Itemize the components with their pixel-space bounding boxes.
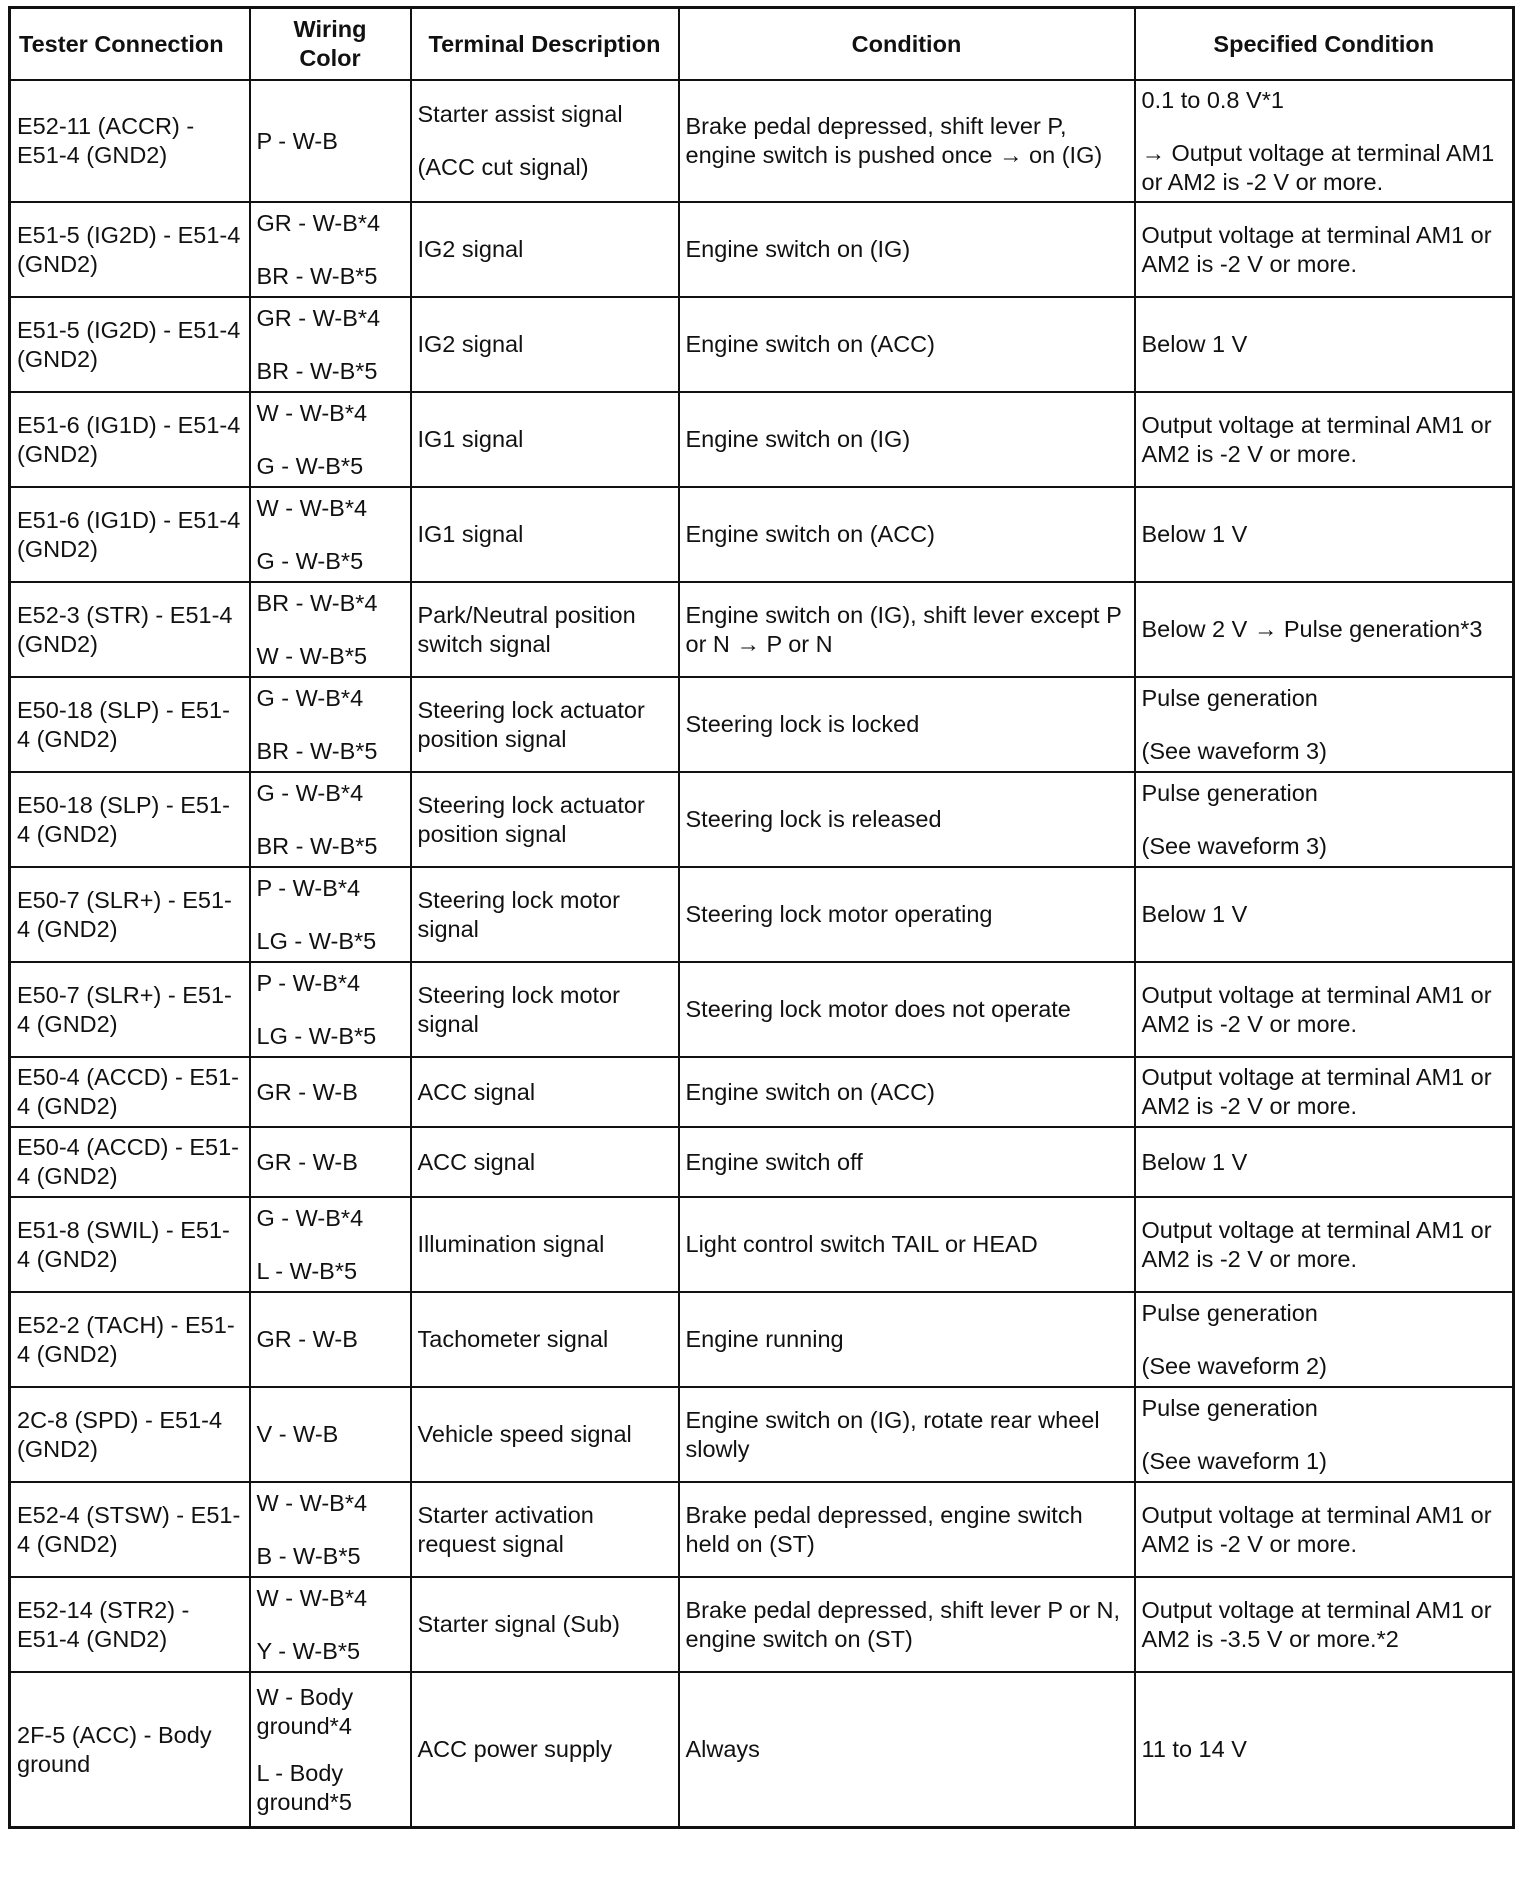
condition-cell: Engine switch on (IG) — [679, 392, 1135, 487]
wiring-color-line: LG - W-B*5 — [256, 927, 377, 954]
header-wiring-color — [250, 8, 411, 81]
wiring-color-line: GR - W-B*4 — [256, 304, 381, 331]
specified-condition-line: Below 1 V — [1141, 331, 1248, 357]
wiring-color-cell — [250, 487, 411, 582]
terminal-description-cell — [411, 962, 679, 1057]
table-row — [10, 1672, 1514, 1828]
condition-cell: Always — [679, 1672, 1135, 1828]
condition-cell: Steering lock is released — [679, 772, 1135, 867]
wiring-color-line: G - W-B*5 — [256, 547, 364, 574]
condition-cell: Engine switch on (IG) — [679, 202, 1135, 297]
specified-condition-line: Pulse generation — [1141, 1299, 1318, 1326]
condition-cell: Steering lock motor operating — [679, 867, 1135, 962]
tester-connection-cell: E50-7 (SLR+) - E51-4 (GND2) — [10, 962, 250, 1057]
table-row — [10, 772, 1514, 867]
wiring-color-line: W - W-B*4 — [256, 494, 368, 521]
line-gap — [257, 618, 404, 642]
wiring-color-cell — [250, 962, 411, 1057]
terminal-description-cell — [411, 867, 679, 962]
table-row — [10, 1577, 1514, 1672]
header-terminal-description: Terminal Description — [411, 8, 679, 81]
wiring-color-line: GR - W-B*4 — [256, 209, 381, 236]
wiring-color-line: BR - W-B*5 — [256, 262, 378, 289]
wiring-color-line: BR - W-B*5 — [256, 832, 378, 859]
wiring-color-line: BR - W-B*5 — [256, 737, 378, 764]
table-row — [10, 392, 1514, 487]
wiring-color-cell — [250, 297, 411, 392]
specified-condition-line: (See waveform 1) — [1141, 1447, 1327, 1474]
terminal-description-line: Illumination signal — [417, 1231, 605, 1257]
specified-condition-line: Output voltage at terminal AM1 or AM2 is -3.5 V or more.*2 — [1141, 1596, 1492, 1652]
wiring-color-line: BR - W-B*4 — [256, 589, 378, 616]
tester-connection-cell: E52-11 (ACCR) - E51-4 (GND2) — [10, 80, 250, 202]
wiring-color-line: W - W-B*4 — [256, 1489, 368, 1516]
line-gap — [1142, 1328, 1507, 1352]
header-row — [10, 8, 1514, 81]
terminal-description-line: (ACC cut signal) — [417, 154, 589, 180]
table-row — [10, 1197, 1514, 1292]
wiring-color-line: LG - W-B*5 — [256, 1022, 377, 1049]
specified-condition-cell — [1135, 392, 1514, 487]
terminal-description-cell — [411, 487, 679, 582]
table-row — [10, 1057, 1514, 1127]
wiring-color-cell — [250, 1387, 411, 1482]
wiring-color-line: W - W-B*4 — [256, 1584, 368, 1611]
specified-condition-line: Below 1 V — [1141, 901, 1248, 927]
terminal-description-line: IG1 signal — [417, 521, 524, 547]
tester-connection-cell: E50-4 (ACCD) - E51-4 (GND2) — [10, 1057, 250, 1127]
specified-condition-cell — [1135, 1387, 1514, 1482]
terminal-description-line: IG2 signal — [417, 331, 524, 357]
header-tester-connection: Tester Connection — [10, 8, 250, 81]
wiring-color-line: B - W-B*5 — [256, 1542, 361, 1569]
table-row — [10, 867, 1514, 962]
tester-connection-cell: E52-2 (TACH) - E51-4 (GND2) — [10, 1292, 250, 1387]
terminal-description-cell — [411, 202, 679, 297]
line-gap — [1142, 1423, 1507, 1447]
line-gap — [257, 238, 404, 262]
specified-condition-cell — [1135, 1482, 1514, 1577]
line-gap — [257, 998, 404, 1022]
wiring-color-line: L - W-B*5 — [256, 1257, 358, 1284]
wiring-color-cell — [250, 867, 411, 962]
terminal-description-line: Steering lock actuator position signal — [417, 696, 645, 752]
terminal-description-cell — [411, 1387, 679, 1482]
wiring-color-cell — [250, 677, 411, 772]
table-row — [10, 487, 1514, 582]
terminal-description-cell — [411, 1482, 679, 1577]
wiring-color-line: GR - W-B — [256, 1078, 358, 1105]
terminal-inspection-table — [8, 6, 1515, 1829]
header-wiring-color-line2: Color — [299, 45, 361, 71]
wiring-color-line: G - W-B*4 — [256, 684, 364, 711]
table-container — [8, 6, 1515, 1829]
wiring-color-cell — [250, 1197, 411, 1292]
condition-cell: Light control switch TAIL or HEAD — [679, 1197, 1135, 1292]
terminal-description-line: IG1 signal — [417, 426, 524, 452]
wiring-color-cell — [250, 392, 411, 487]
line-gap — [1142, 808, 1507, 832]
condition-cell: Engine switch off — [679, 1127, 1135, 1197]
terminal-description-line: ACC signal — [417, 1148, 536, 1175]
table-row — [10, 202, 1514, 297]
specified-condition-line: (See waveform 3) — [1141, 737, 1327, 764]
condition-cell: Engine running — [679, 1292, 1135, 1387]
terminal-description-cell — [411, 80, 679, 202]
specified-condition-cell — [1135, 1057, 1514, 1127]
line-gap — [257, 1233, 404, 1257]
wiring-color-cell — [250, 772, 411, 867]
specified-condition-line: Below 1 V — [1141, 1148, 1248, 1175]
specified-condition-cell — [1135, 202, 1514, 297]
terminal-description-cell — [411, 1292, 679, 1387]
terminal-description-line: Tachometer signal — [417, 1326, 609, 1352]
condition-cell: Steering lock is locked — [679, 677, 1135, 772]
terminal-description-cell — [411, 297, 679, 392]
table-row — [10, 582, 1514, 677]
tester-connection-cell: E50-18 (SLP) - E51-4 (GND2) — [10, 677, 250, 772]
specified-condition-cell — [1135, 962, 1514, 1057]
tester-connection-cell: E51-5 (IG2D) - E51-4 (GND2) — [10, 297, 250, 392]
terminal-description-line: Steering lock motor signal — [417, 886, 620, 942]
specified-condition-line: Output voltage at terminal AM1 or AM2 is -2 V or more. — [1141, 411, 1492, 467]
wiring-color-line: W - Body ground*4 — [256, 1683, 354, 1739]
specified-condition-cell — [1135, 1292, 1514, 1387]
wiring-color-line: GR - W-B — [256, 1148, 358, 1175]
header-wiring-color-line1: Wiring — [293, 16, 367, 42]
table-row — [10, 962, 1514, 1057]
tester-connection-cell: E51-6 (IG1D) - E51-4 (GND2) — [10, 487, 250, 582]
condition-cell: Engine switch on (ACC) — [679, 297, 1135, 392]
specified-condition-cell — [1135, 867, 1514, 962]
specified-condition-line: Pulse generation — [1141, 1394, 1318, 1421]
specified-condition-cell — [1135, 80, 1514, 202]
tester-connection-cell: E51-6 (IG1D) - E51-4 (GND2) — [10, 392, 250, 487]
terminal-description-line: Starter activation request signal — [417, 1501, 594, 1557]
specified-condition-line: Below 2 V → Pulse generation*3 — [1141, 616, 1483, 642]
table-row — [10, 1292, 1514, 1387]
wiring-color-cell — [250, 1672, 411, 1828]
specified-condition-line: 11 to 14 V — [1141, 1736, 1247, 1762]
wiring-color-line: G - W-B*4 — [256, 1204, 364, 1231]
tester-connection-cell: E51-8 (SWIL) - E51-4 (GND2) — [10, 1197, 250, 1292]
wiring-color-line: GR - W-B — [256, 1326, 358, 1352]
tester-connection-cell: E51-5 (IG2D) - E51-4 (GND2) — [10, 202, 250, 297]
terminal-description-line: Steering lock motor signal — [417, 981, 620, 1037]
condition-cell: Engine switch on (ACC) — [679, 487, 1135, 582]
specified-condition-line: Pulse generation — [1141, 779, 1318, 806]
specified-condition-line: Output voltage at terminal AM1 or AM2 is -2 V or more. — [1141, 221, 1492, 277]
wiring-color-line: BR - W-B*5 — [256, 357, 378, 384]
specified-condition-line: Output voltage at terminal AM1 or AM2 is -2 V or more. — [1141, 1064, 1492, 1119]
line-gap — [257, 808, 404, 832]
line-gap — [1142, 713, 1507, 737]
tester-connection-cell: E52-4 (STSW) - E51-4 (GND2) — [10, 1482, 250, 1577]
specified-condition-cell — [1135, 1127, 1514, 1197]
specified-condition-line: Output voltage at terminal AM1 or AM2 is -2 V or more. — [1141, 981, 1492, 1037]
wiring-color-cell — [250, 1292, 411, 1387]
specified-condition-cell — [1135, 772, 1514, 867]
table-row — [10, 80, 1514, 202]
terminal-description-cell — [411, 1197, 679, 1292]
terminal-description-line: ACC power supply — [417, 1736, 613, 1762]
terminal-description-line: Park/Neutral position switch signal — [417, 601, 636, 657]
terminal-description-cell — [411, 772, 679, 867]
wiring-color-line: G - W-B*5 — [256, 452, 364, 479]
table-row — [10, 297, 1514, 392]
specified-condition-cell — [1135, 297, 1514, 392]
condition-cell: Engine switch on (ACC) — [679, 1057, 1135, 1127]
line-gap — [257, 1613, 404, 1637]
line-gap — [1142, 115, 1507, 139]
terminal-description-cell — [411, 582, 679, 677]
line-gap — [257, 1741, 404, 1759]
terminal-description-line: ACC signal — [417, 1078, 536, 1105]
condition-cell: Engine switch on (IG), shift lever except P or N → P or N — [679, 582, 1135, 677]
wiring-color-line: W - W-B*5 — [256, 642, 368, 669]
specified-condition-line: (See waveform 2) — [1141, 1352, 1327, 1379]
wiring-color-line: Y - W-B*5 — [256, 1637, 361, 1664]
header-condition: Condition — [679, 8, 1135, 81]
header-specified-condition: Specified Condition — [1135, 8, 1514, 81]
condition-cell: Engine switch on (IG), rotate rear wheel slowly — [679, 1387, 1135, 1482]
tester-connection-cell: E50-7 (SLR+) - E51-4 (GND2) — [10, 867, 250, 962]
specified-condition-cell — [1135, 677, 1514, 772]
line-gap — [257, 523, 404, 547]
terminal-description-line: IG2 signal — [417, 236, 524, 262]
table-row — [10, 1387, 1514, 1482]
specified-condition-line: Below 1 V — [1141, 521, 1248, 547]
wiring-color-cell — [250, 202, 411, 297]
line-gap — [257, 1518, 404, 1542]
wiring-color-line: P - W-B — [256, 127, 338, 154]
line-gap — [257, 903, 404, 927]
table-row — [10, 1482, 1514, 1577]
specified-condition-cell — [1135, 1197, 1514, 1292]
terminal-description-line: Steering lock actuator position signal — [417, 791, 645, 847]
wiring-color-line: P - W-B*4 — [256, 969, 361, 996]
table-row — [10, 677, 1514, 772]
terminal-description-line: Starter assist signal — [417, 101, 623, 127]
terminal-description-cell — [411, 1672, 679, 1828]
condition-cell: Steering lock motor does not operate — [679, 962, 1135, 1057]
tester-connection-cell: E52-3 (STR) - E51-4 (GND2) — [10, 582, 250, 677]
tester-connection-cell: 2F-5 (ACC) - Body ground — [10, 1672, 250, 1828]
wiring-color-cell — [250, 582, 411, 677]
specified-condition-cell — [1135, 1577, 1514, 1672]
condition-cell: Brake pedal depressed, shift lever P, engine switch is pushed once → on (IG) — [679, 80, 1135, 202]
line-gap — [257, 333, 404, 357]
specified-condition-line: Output voltage at terminal AM1 or AM2 is -2 V or more. — [1141, 1216, 1492, 1272]
wiring-color-line: V - W-B — [256, 1421, 339, 1447]
wiring-color-line: P - W-B*4 — [256, 874, 361, 901]
table-row — [10, 1127, 1514, 1197]
wiring-color-line: G - W-B*4 — [256, 779, 364, 806]
wiring-color-cell — [250, 1482, 411, 1577]
tester-connection-cell: E52-14 (STR2) - E51-4 (GND2) — [10, 1577, 250, 1672]
specified-condition-line: 0.1 to 0.8 V*1 — [1141, 86, 1284, 113]
specified-condition-line: → Output voltage at terminal AM1 or AM2 is -2 V or more. — [1141, 139, 1495, 195]
specified-condition-line: Output voltage at terminal AM1 or AM2 is -2 V or more. — [1141, 1501, 1492, 1557]
wiring-color-cell — [250, 1057, 411, 1127]
tester-connection-cell: E50-4 (ACCD) - E51-4 (GND2) — [10, 1127, 250, 1197]
wiring-color-cell — [250, 1577, 411, 1672]
terminal-description-cell — [411, 1057, 679, 1127]
specified-condition-cell — [1135, 487, 1514, 582]
tester-connection-cell: E50-18 (SLP) - E51-4 (GND2) — [10, 772, 250, 867]
line-gap — [257, 713, 404, 737]
line-gap — [418, 129, 672, 153]
wiring-color-cell — [250, 80, 411, 202]
terminal-description-cell — [411, 392, 679, 487]
terminal-description-cell — [411, 1577, 679, 1672]
wiring-color-line: L - Body ground*5 — [256, 1759, 352, 1815]
wiring-color-cell — [250, 1127, 411, 1197]
table-body — [10, 80, 1514, 1828]
specified-condition-line: Pulse generation — [1141, 684, 1318, 711]
specified-condition-cell — [1135, 1672, 1514, 1828]
condition-cell: Brake pedal depressed, shift lever P or N, engine switch on (ST) — [679, 1577, 1135, 1672]
terminal-description-line: Starter signal (Sub) — [417, 1611, 620, 1637]
tester-connection-cell: 2C-8 (SPD) - E51-4 (GND2) — [10, 1387, 250, 1482]
specified-condition-line: (See waveform 3) — [1141, 832, 1327, 859]
terminal-description-cell — [411, 677, 679, 772]
condition-cell: Brake pedal depressed, engine switch held on (ST) — [679, 1482, 1135, 1577]
line-gap — [257, 428, 404, 452]
wiring-color-line: W - W-B*4 — [256, 399, 368, 426]
terminal-description-cell — [411, 1127, 679, 1197]
terminal-description-line: Vehicle speed signal — [417, 1421, 632, 1447]
specified-condition-cell — [1135, 582, 1514, 677]
